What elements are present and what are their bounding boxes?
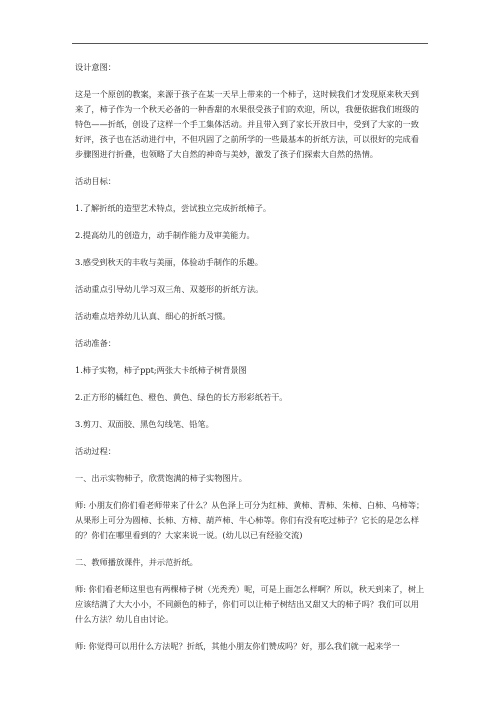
document-body xyxy=(75,60,427,654)
prep-2: 2.正方形的橘红色、橙色、黄色、绿色的长方形彩纸若干。 xyxy=(75,392,288,402)
prep-3: 3.剪刀、双面胶、黑色勾线笔、铅笔。 xyxy=(75,419,214,429)
heading-preparation: 活动准备： xyxy=(75,338,116,348)
heading-goals: 活动目标： xyxy=(75,176,116,186)
process-para-1: 师: 小朋友们你们看老师带来了什么？从色泽上可分为红柿、黄柿、青柿、朱柿、白柿、乌柿等； 从果形上可分为圆柿、长柿、方柿、葫芦柿、牛心柿等。你们有没有吃过柿子？它长的是怎么样的？你们在哪里看到的？大家来说一说。(幼儿以已有经验交流) xyxy=(75,500,425,540)
prep-1: 1.柿子实物，柿子ppt;两张大卡纸柿子树背景图 xyxy=(75,365,247,375)
paragraph-design-intent: 这是一个原创的教案，来源于孩子在某一天早上带来的一个柿子，这时候我们才发现原来秋天到来了，柿子作为一个秋天必备的一种香甜的水果很受孩子们的欢迎，所以，我便依据我们班级的特色——折纸，创设了这样一个手工集体活动。并且带入到了家长开放日中，受到了大家的一致好评，孩子也在活动进行中，不但巩固了之前所学的一些最基本的折纸方法，可以很好的完成看步骤图进行折叠，也领略了大自然的神奇与美妙，激发了孩子们探索大自然的热情。 xyxy=(75,89,419,159)
process-para-3: 师: 你觉得可以用什么方法呢？折纸，其他小朋友你们赞成吗？好，那么我们就一起来学一 xyxy=(75,641,400,651)
heading-design-intent: 设计意图： xyxy=(75,62,116,72)
key-point: 活动重点引导幼儿学习双三角、双菱形的折纸方法。 xyxy=(75,284,264,294)
goal-2: 2.提高幼儿的创造力，动手制作能力及审美能力。 xyxy=(75,230,255,240)
process-step-1: 一、出示实物柿子，欣赏饱满的柿子实物图片。 xyxy=(75,473,247,483)
difficulty: 活动难点培养幼儿认真、细心的折纸习惯。 xyxy=(75,311,231,321)
process-step-2: 二、教师播放课件，并示范折纸。 xyxy=(75,557,198,567)
process-para-2: 师: 你们看老师这里也有两棵柿子树（光秃秃）呢，可是上面怎么样啊？所以，秋天到来了，树上应该结满了大大小小，不同颜色的柿子，你们可以让柿子树结出又甜又大的柿子吗？我们可以用什么方法？幼儿自由讨论。 xyxy=(75,584,425,624)
heading-process: 活动过程： xyxy=(75,446,116,456)
header-rule xyxy=(72,43,428,44)
goal-1: 1.了解折纸的造型艺术特点，尝试独立完成折纸柿子。 xyxy=(75,203,272,213)
goal-3: 3.感受到秋天的丰收与美丽，体验动手制作的乐趣。 xyxy=(75,257,263,267)
